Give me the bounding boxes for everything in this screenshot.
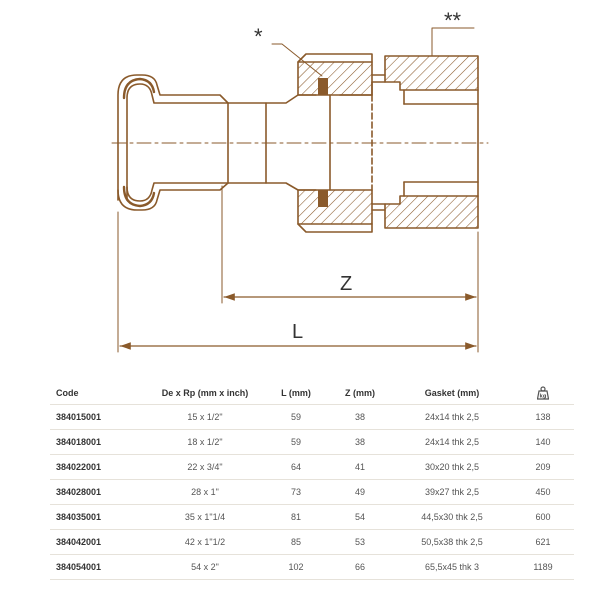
cell-gasket: 30x20 thk 2,5 bbox=[392, 455, 512, 480]
l-dimension-label: L bbox=[292, 321, 304, 343]
cell-weight: 1189 bbox=[512, 555, 574, 580]
cell-weight: 140 bbox=[512, 430, 574, 455]
cell-size: 35 x 1"1/4 bbox=[146, 505, 264, 530]
cell-gasket: 65,5x45 thk 3 bbox=[392, 555, 512, 580]
cell-code: 384015001 bbox=[50, 405, 146, 430]
female-thread-top bbox=[372, 56, 478, 104]
table-row bbox=[50, 530, 574, 555]
table-row bbox=[50, 555, 574, 580]
gasket-callout-label: * bbox=[254, 24, 263, 49]
cell-code: 384018001 bbox=[50, 430, 146, 455]
cell-gasket: 50,5x38 thk 2,5 bbox=[392, 530, 512, 555]
header-l: L (mm) bbox=[281, 388, 311, 398]
cell-z: 49 bbox=[328, 480, 392, 505]
cell-code: 384022001 bbox=[50, 455, 146, 480]
header-code: Code bbox=[56, 388, 79, 398]
cell-z: 53 bbox=[328, 530, 392, 555]
cell-l: 64 bbox=[264, 455, 328, 480]
cell-l: 59 bbox=[264, 430, 328, 455]
cell-l: 85 bbox=[264, 530, 328, 555]
table-row bbox=[50, 455, 574, 480]
table-header-row bbox=[50, 382, 574, 405]
union-nut-bottom bbox=[298, 190, 372, 232]
cell-gasket: 39x27 thk 2,5 bbox=[392, 480, 512, 505]
cell-code: 384042001 bbox=[50, 530, 146, 555]
cell-l: 102 bbox=[264, 555, 328, 580]
cell-weight: 138 bbox=[512, 405, 574, 430]
cell-l: 81 bbox=[264, 505, 328, 530]
cell-size: 22 x 3/4" bbox=[146, 455, 264, 480]
cell-l: 73 bbox=[264, 480, 328, 505]
cell-size: 42 x 1"1/2 bbox=[146, 530, 264, 555]
cell-z: 38 bbox=[328, 430, 392, 455]
cell-gasket: 44,5x30 thk 2,5 bbox=[392, 505, 512, 530]
cell-code: 384028001 bbox=[50, 480, 146, 505]
cell-l: 59 bbox=[264, 405, 328, 430]
cell-z: 54 bbox=[328, 505, 392, 530]
cell-size: 28 x 1" bbox=[146, 480, 264, 505]
table-row bbox=[50, 480, 574, 505]
cell-weight: 209 bbox=[512, 455, 574, 480]
cell-gasket: 24x14 thk 2,5 bbox=[392, 405, 512, 430]
z-dimension-label: Z bbox=[340, 273, 353, 295]
cell-code: 384054001 bbox=[50, 555, 146, 580]
cell-z: 38 bbox=[328, 405, 392, 430]
table-row bbox=[50, 430, 574, 455]
cell-size: 18 x 1/2" bbox=[146, 430, 264, 455]
header-size: De x Rp (mm x inch) bbox=[161, 388, 249, 398]
thread-callout-label: ** bbox=[444, 8, 462, 33]
press-socket-top bbox=[118, 75, 228, 200]
table-row bbox=[50, 505, 574, 530]
press-socket-bottom bbox=[118, 183, 228, 210]
cell-weight: 600 bbox=[512, 505, 574, 530]
cell-gasket: 24x14 thk 2,5 bbox=[392, 430, 512, 455]
cell-size: 15 x 1/2" bbox=[146, 405, 264, 430]
cell-z: 66 bbox=[328, 555, 392, 580]
cell-code: 384035001 bbox=[50, 505, 146, 530]
cell-weight: 621 bbox=[512, 530, 574, 555]
cell-z: 41 bbox=[328, 455, 392, 480]
header-weight bbox=[512, 382, 574, 405]
header-z: Z (mm) bbox=[345, 388, 375, 398]
union-nut-top bbox=[298, 54, 372, 95]
weight-icon bbox=[537, 386, 549, 400]
cell-weight: 450 bbox=[512, 480, 574, 505]
female-thread-bottom bbox=[372, 182, 478, 228]
header-gasket: Gasket (mm) bbox=[424, 388, 480, 398]
cell-size: 54 x 2" bbox=[146, 555, 264, 580]
svg-text:kg: kg bbox=[539, 393, 547, 400]
specification-table bbox=[50, 382, 574, 580]
table-row bbox=[50, 405, 574, 430]
